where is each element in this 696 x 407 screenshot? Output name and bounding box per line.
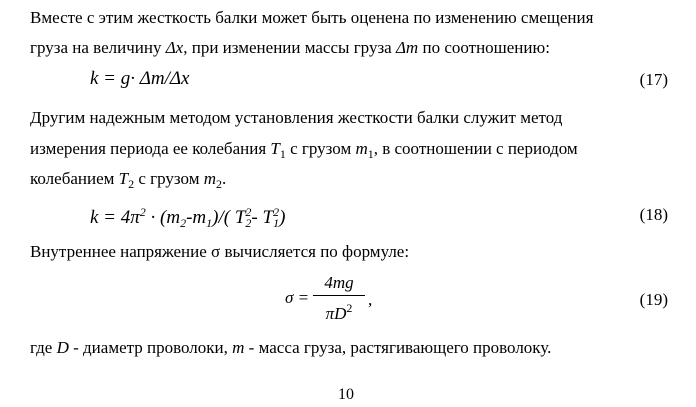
paragraph-line-4 (30, 138, 578, 165)
text-span: , в соотношении с периодом (373, 139, 578, 158)
eq-part: ) (279, 207, 286, 228)
delta-x: Δx (165, 38, 184, 57)
eq-part: - T (251, 207, 274, 228)
fraction-denominator (313, 296, 365, 325)
fraction-numerator: 4mg (324, 273, 354, 292)
superscript: 2 (346, 301, 353, 315)
subscript: 2 (128, 177, 135, 191)
mass-m1: m (355, 139, 368, 158)
eq-part: -m (186, 207, 207, 228)
equation-19-lhs (285, 286, 309, 310)
period-t2: T (118, 169, 129, 188)
text-span: измерения периода ее колебания (30, 139, 271, 158)
paragraph-line-5 (30, 168, 226, 195)
text-span: , при изменении массы груза (183, 38, 396, 57)
text-span: где (30, 338, 57, 357)
equation-19-comma: , (368, 290, 373, 309)
subscript: 1 (206, 216, 213, 230)
page-number: 10 (338, 386, 354, 403)
superscript: 2 (245, 205, 252, 219)
equation-19-number: (19) (639, 290, 668, 309)
paragraph-line-3: Другим надежным методом установления жесткости балки служит метод (30, 108, 563, 127)
text-span: по соотношению: (418, 38, 550, 57)
mass-m: m (232, 338, 245, 357)
period-t1: T (270, 139, 280, 158)
subscript: 2 (180, 216, 187, 230)
sigma-equals: σ = (285, 288, 310, 307)
subscript: 2 (245, 216, 252, 230)
subscript: 1 (279, 147, 286, 161)
eq-part: k = 4π (90, 207, 140, 228)
superscript: 2 (139, 205, 146, 219)
subscript: 1 (273, 216, 280, 230)
mass-m2: m (203, 169, 216, 188)
paragraph-line-1: Вместе с этим жесткость балки может быть оценена по изменению смещения (30, 8, 594, 27)
equation-17: k = g· Δm/Δx (90, 68, 190, 89)
denom-text: πD (325, 304, 347, 323)
paragraph-line-6: Внутреннее напряжение σ вычисляется по формуле: (30, 242, 410, 261)
delta-m: Δm (395, 38, 419, 57)
equation-17-number: (17) (639, 70, 668, 89)
subscript: 1 (367, 147, 374, 161)
paragraph-line-7 (30, 337, 551, 359)
equation-18-number: (18) (639, 205, 668, 224)
equation-19-fraction (313, 272, 365, 325)
text-span: с грузом (134, 169, 204, 188)
paragraph-line-2 (30, 37, 550, 59)
equation-18 (90, 200, 285, 235)
text-span: - масса груза, растягивающего проволоку. (244, 338, 552, 357)
text-span: колебанием (30, 169, 119, 188)
eq-part: · (m (145, 207, 181, 228)
superscript: 2 (273, 205, 280, 219)
eq-part: )/( T (212, 207, 246, 228)
text-span: - диаметр проволоки, (68, 338, 233, 357)
text-span: груза на величину (30, 38, 166, 57)
diameter-d: D (56, 338, 69, 357)
subscript: 2 (216, 177, 222, 191)
text-span: с грузом (285, 139, 356, 158)
text-span: . (222, 169, 227, 188)
